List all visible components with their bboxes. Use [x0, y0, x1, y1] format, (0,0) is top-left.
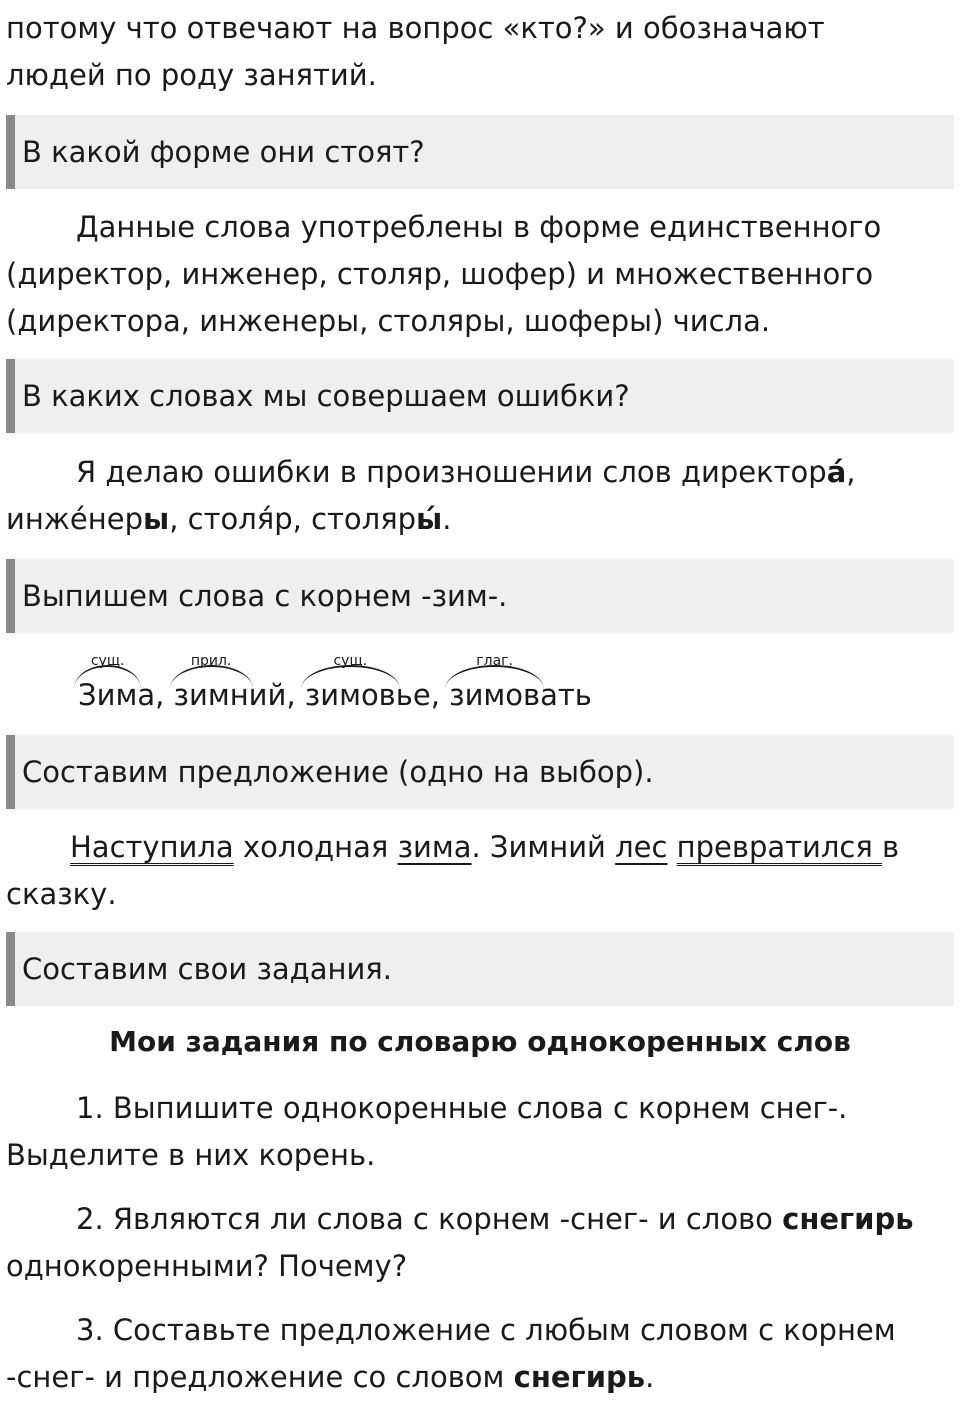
sentence-line-1	[6, 824, 954, 871]
question-box-tasks	[6, 932, 954, 1006]
root-part: зимов	[304, 678, 396, 712]
word-ending: ать	[540, 678, 592, 712]
separator: ,	[155, 678, 174, 712]
question-text: Составим свои задания.	[22, 952, 392, 986]
intro-line-1: потому что отвечают на вопрос «кто?» и обозначают	[6, 11, 825, 45]
text-run: инже́нер	[6, 502, 143, 536]
root-part: зимн	[173, 678, 249, 712]
part-of-speech-label: сущ.	[333, 653, 368, 669]
question-box-errors	[6, 359, 954, 433]
text-run: ,	[846, 455, 856, 489]
intro-paragraph	[6, 5, 954, 99]
predicate-word: Наступила	[70, 830, 234, 864]
task-line-1: 3. Составьте предложение с любым словом с корнем	[76, 1313, 896, 1347]
question-box-sentence	[6, 735, 954, 809]
stressed-ending: а́	[826, 455, 847, 489]
text-run: в	[882, 830, 900, 864]
root-word-4	[449, 653, 541, 719]
answer-line-1: Данные слова употреблены в форме единственного	[76, 210, 882, 244]
task-line-2: Выделите в них корень.	[6, 1138, 376, 1172]
root-part: Зим	[78, 678, 138, 712]
stressed-ending: ы́	[416, 502, 443, 536]
root-word-2	[173, 653, 249, 719]
root-words-line	[6, 653, 954, 719]
stressed-ending: ы	[143, 502, 170, 536]
separator: ,	[430, 678, 450, 712]
answer-line-2	[6, 496, 954, 543]
answer-line-1	[6, 449, 954, 496]
part-of-speech-label: прил.	[190, 653, 232, 669]
predicate-word: превратился	[676, 830, 883, 864]
root-part: зимов	[449, 678, 541, 712]
text-run	[667, 830, 676, 864]
question-text: Выпишем слова с корнем -зим-.	[22, 579, 508, 613]
subject-word: лес	[615, 830, 668, 864]
bold-word: снегирь	[782, 1202, 914, 1236]
subject-word: зима	[397, 830, 472, 864]
bold-word: снегирь	[513, 1360, 646, 1394]
task-1	[6, 1085, 954, 1179]
task-3	[6, 1307, 954, 1401]
task-line-1: 1. Выпишите однокоренные слова с корнем снег-.	[76, 1091, 848, 1125]
part-of-speech-label: сущ.	[90, 653, 125, 669]
text-run: 2. Являются ли слова с корнем -снег- и слово	[76, 1202, 783, 1236]
text-run: Я делаю ошибки в произношении слов директор	[76, 455, 827, 489]
part-of-speech-label: глаг.	[476, 653, 513, 669]
separator: ,	[286, 678, 305, 712]
task-line-2: однокоренными? Почему?	[6, 1249, 408, 1283]
answer-paragraph-errors	[6, 449, 954, 543]
sentence-paragraph	[6, 824, 954, 918]
answer-line-3: (директора, инженеры, столяры, шоферы) числа.	[6, 304, 771, 338]
word-ending: ий	[248, 678, 287, 712]
intro-line-2: людей по роду занятий.	[6, 58, 377, 92]
task-line-2	[6, 1354, 954, 1401]
root-word-3	[304, 653, 396, 719]
sentence-line-2: сказку.	[6, 877, 117, 911]
text-run: холодная	[233, 830, 398, 864]
answer-paragraph-form	[6, 204, 954, 345]
text-run: , столя́р, столяр	[169, 502, 417, 536]
task-line-1	[6, 1196, 954, 1243]
text-run: -снег- и предложение со словом	[6, 1360, 514, 1394]
word-ending: ье	[395, 678, 431, 712]
answer-line-2: (директор, инженер, столяр, шофер) и множественного	[6, 257, 874, 291]
question-text: Составим предложение (одно на выбор).	[22, 755, 654, 789]
text-run: . Зимний	[471, 830, 616, 864]
root-word-1	[78, 653, 138, 719]
word-ending: а	[137, 678, 156, 712]
tasks-title: Мои задания по словарю однокоренных слов	[109, 1025, 851, 1058]
question-box-form	[6, 115, 954, 189]
task-2	[6, 1196, 954, 1290]
question-text: В каких словах мы совершаем ошибки?	[22, 379, 630, 413]
text-run: .	[645, 1360, 655, 1394]
question-text: В какой форме они стоят?	[22, 135, 425, 169]
text-run: .	[442, 502, 452, 536]
question-box-root	[6, 559, 954, 633]
